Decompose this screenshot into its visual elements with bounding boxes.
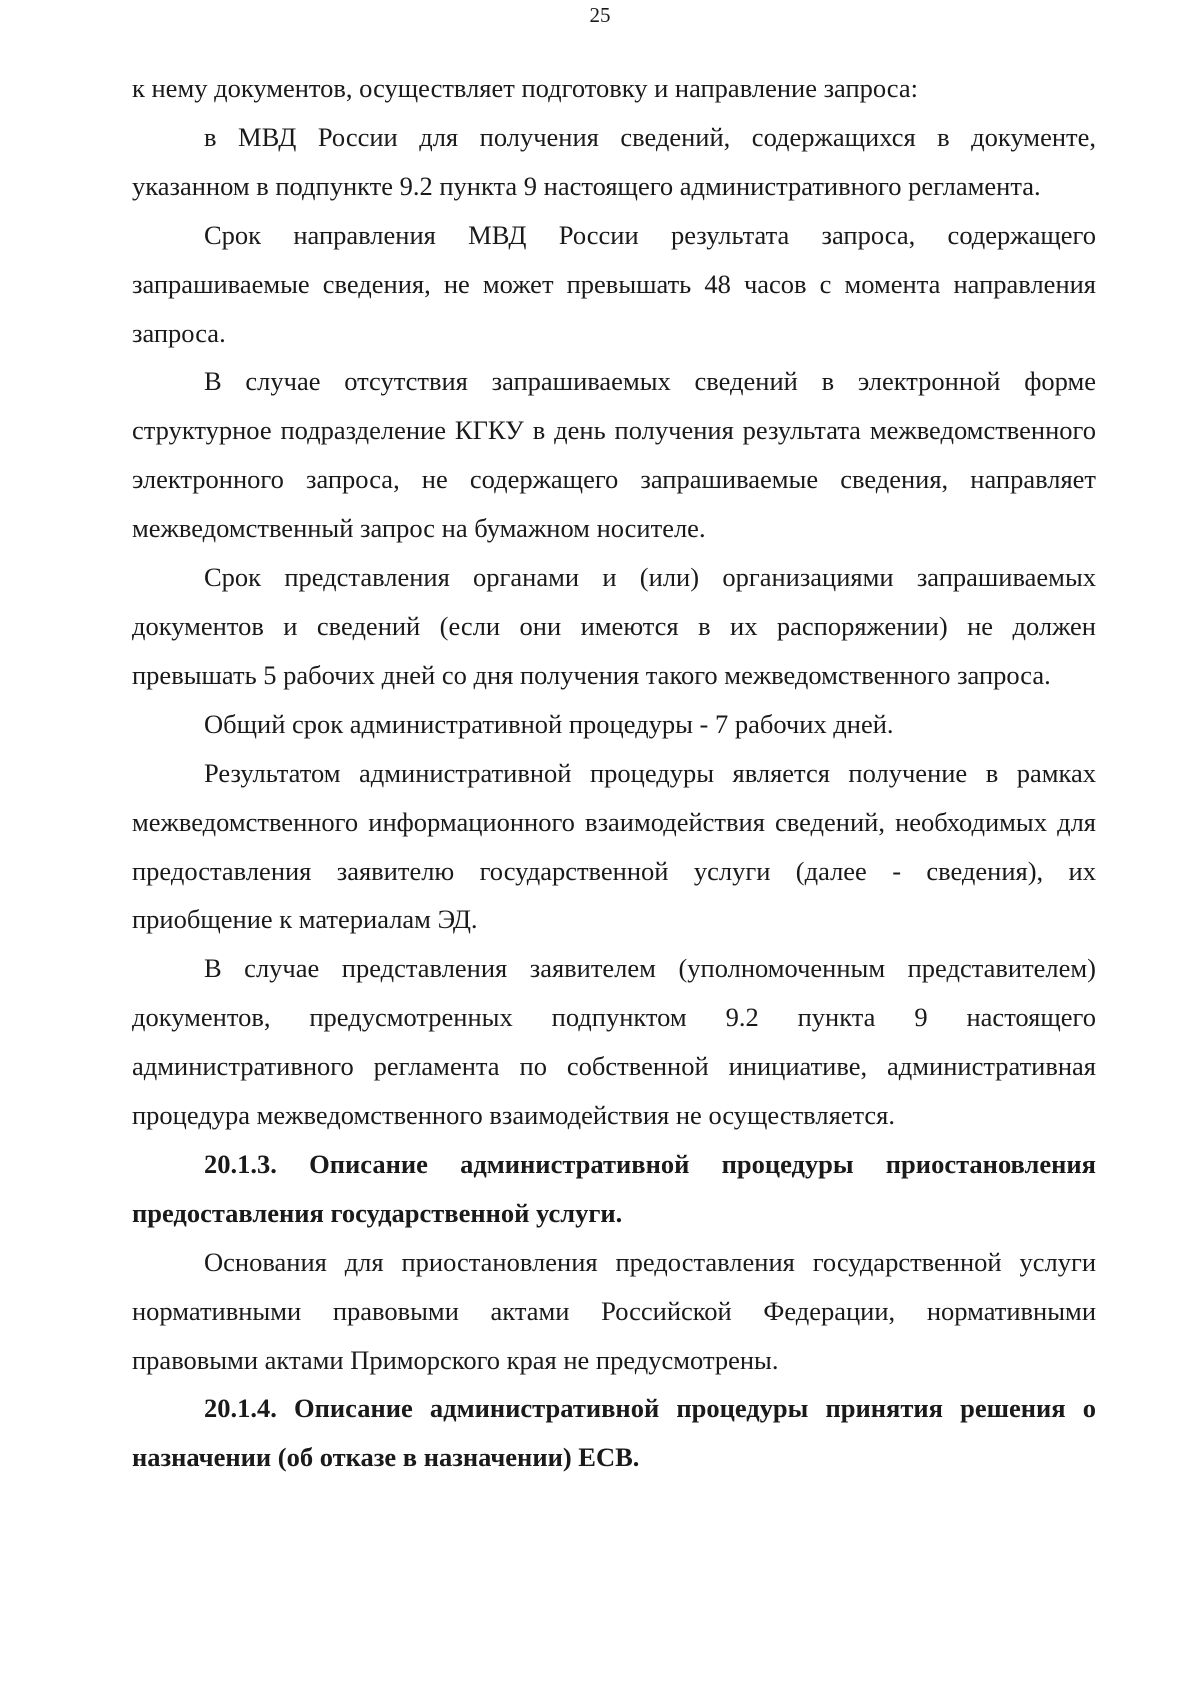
paragraph-suspension-grounds: Основания для приостановления предоставления государственной услуги нормативными правовыми актами Российской Федерации, нормативными правовыми актами Приморского края не предусмотрены. [132, 1246, 1096, 1375]
document-body [132, 64, 1096, 1482]
page-number: 25 [589, 3, 611, 27]
paragraph-paper-request: В случае отсутствия запрашиваемых сведений в электронной форме структурное подразделение КГКУ в день получения результата межведомственного электронного запроса, не содержащего запрашиваемые сведения, направляет межведомственный запрос на бумажном носителе. [132, 366, 1096, 544]
paragraph-own-initiative: В случае представления заявителем (уполномоченным представителем) документов, предусмотренных подпунктом 9.2 пункта 9 настоящего административного регламента по собственной инициативе, административная процедура межведомственного взаимодействия не осуществляется. [132, 953, 1096, 1131]
paragraph-total-term: Общий срок административной процедуры - 7 рабочих дней. [204, 708, 894, 739]
section-heading-20-1-4: 20.1.4. Описание административной процедуры принятия решения о назначении (об отказе в назначении) ЕСВ. [132, 1393, 1096, 1473]
paragraph-continuation: к нему документов, осуществляет подготовку и направление запроса: [132, 73, 919, 103]
paragraph-procedure-result: Результатом административной процедуры является получение в рамках межведомственного информационного взаимодействия сведений, необходимых для предоставления заявителю государственной услуги (далее - сведения), их приобщение к материалам ЭД. [132, 757, 1096, 935]
paragraph-mvd-request: в МВД России для получения сведений, содержащихся в документе, указанном в подпункте 9.2 пункта 9 настоящего административного регламента. [132, 121, 1096, 201]
paragraph-mvd-deadline: Срок направления МВД России результата запроса, содержащего запрашиваемые сведения, не может превышать 48 часов с момента направления запроса. [132, 219, 1096, 348]
paragraph-response-deadline: Срок представления органами и (или) организациями запрашиваемых документов и сведений (если они имеются в их распоряжении) не должен превышать 5 рабочих дней со дня получения такого межведомственного запроса. [132, 562, 1096, 690]
section-heading-20-1-3: 20.1.3. Описание административной процедуры приостановления предоставления государственной услуги. [132, 1148, 1096, 1228]
